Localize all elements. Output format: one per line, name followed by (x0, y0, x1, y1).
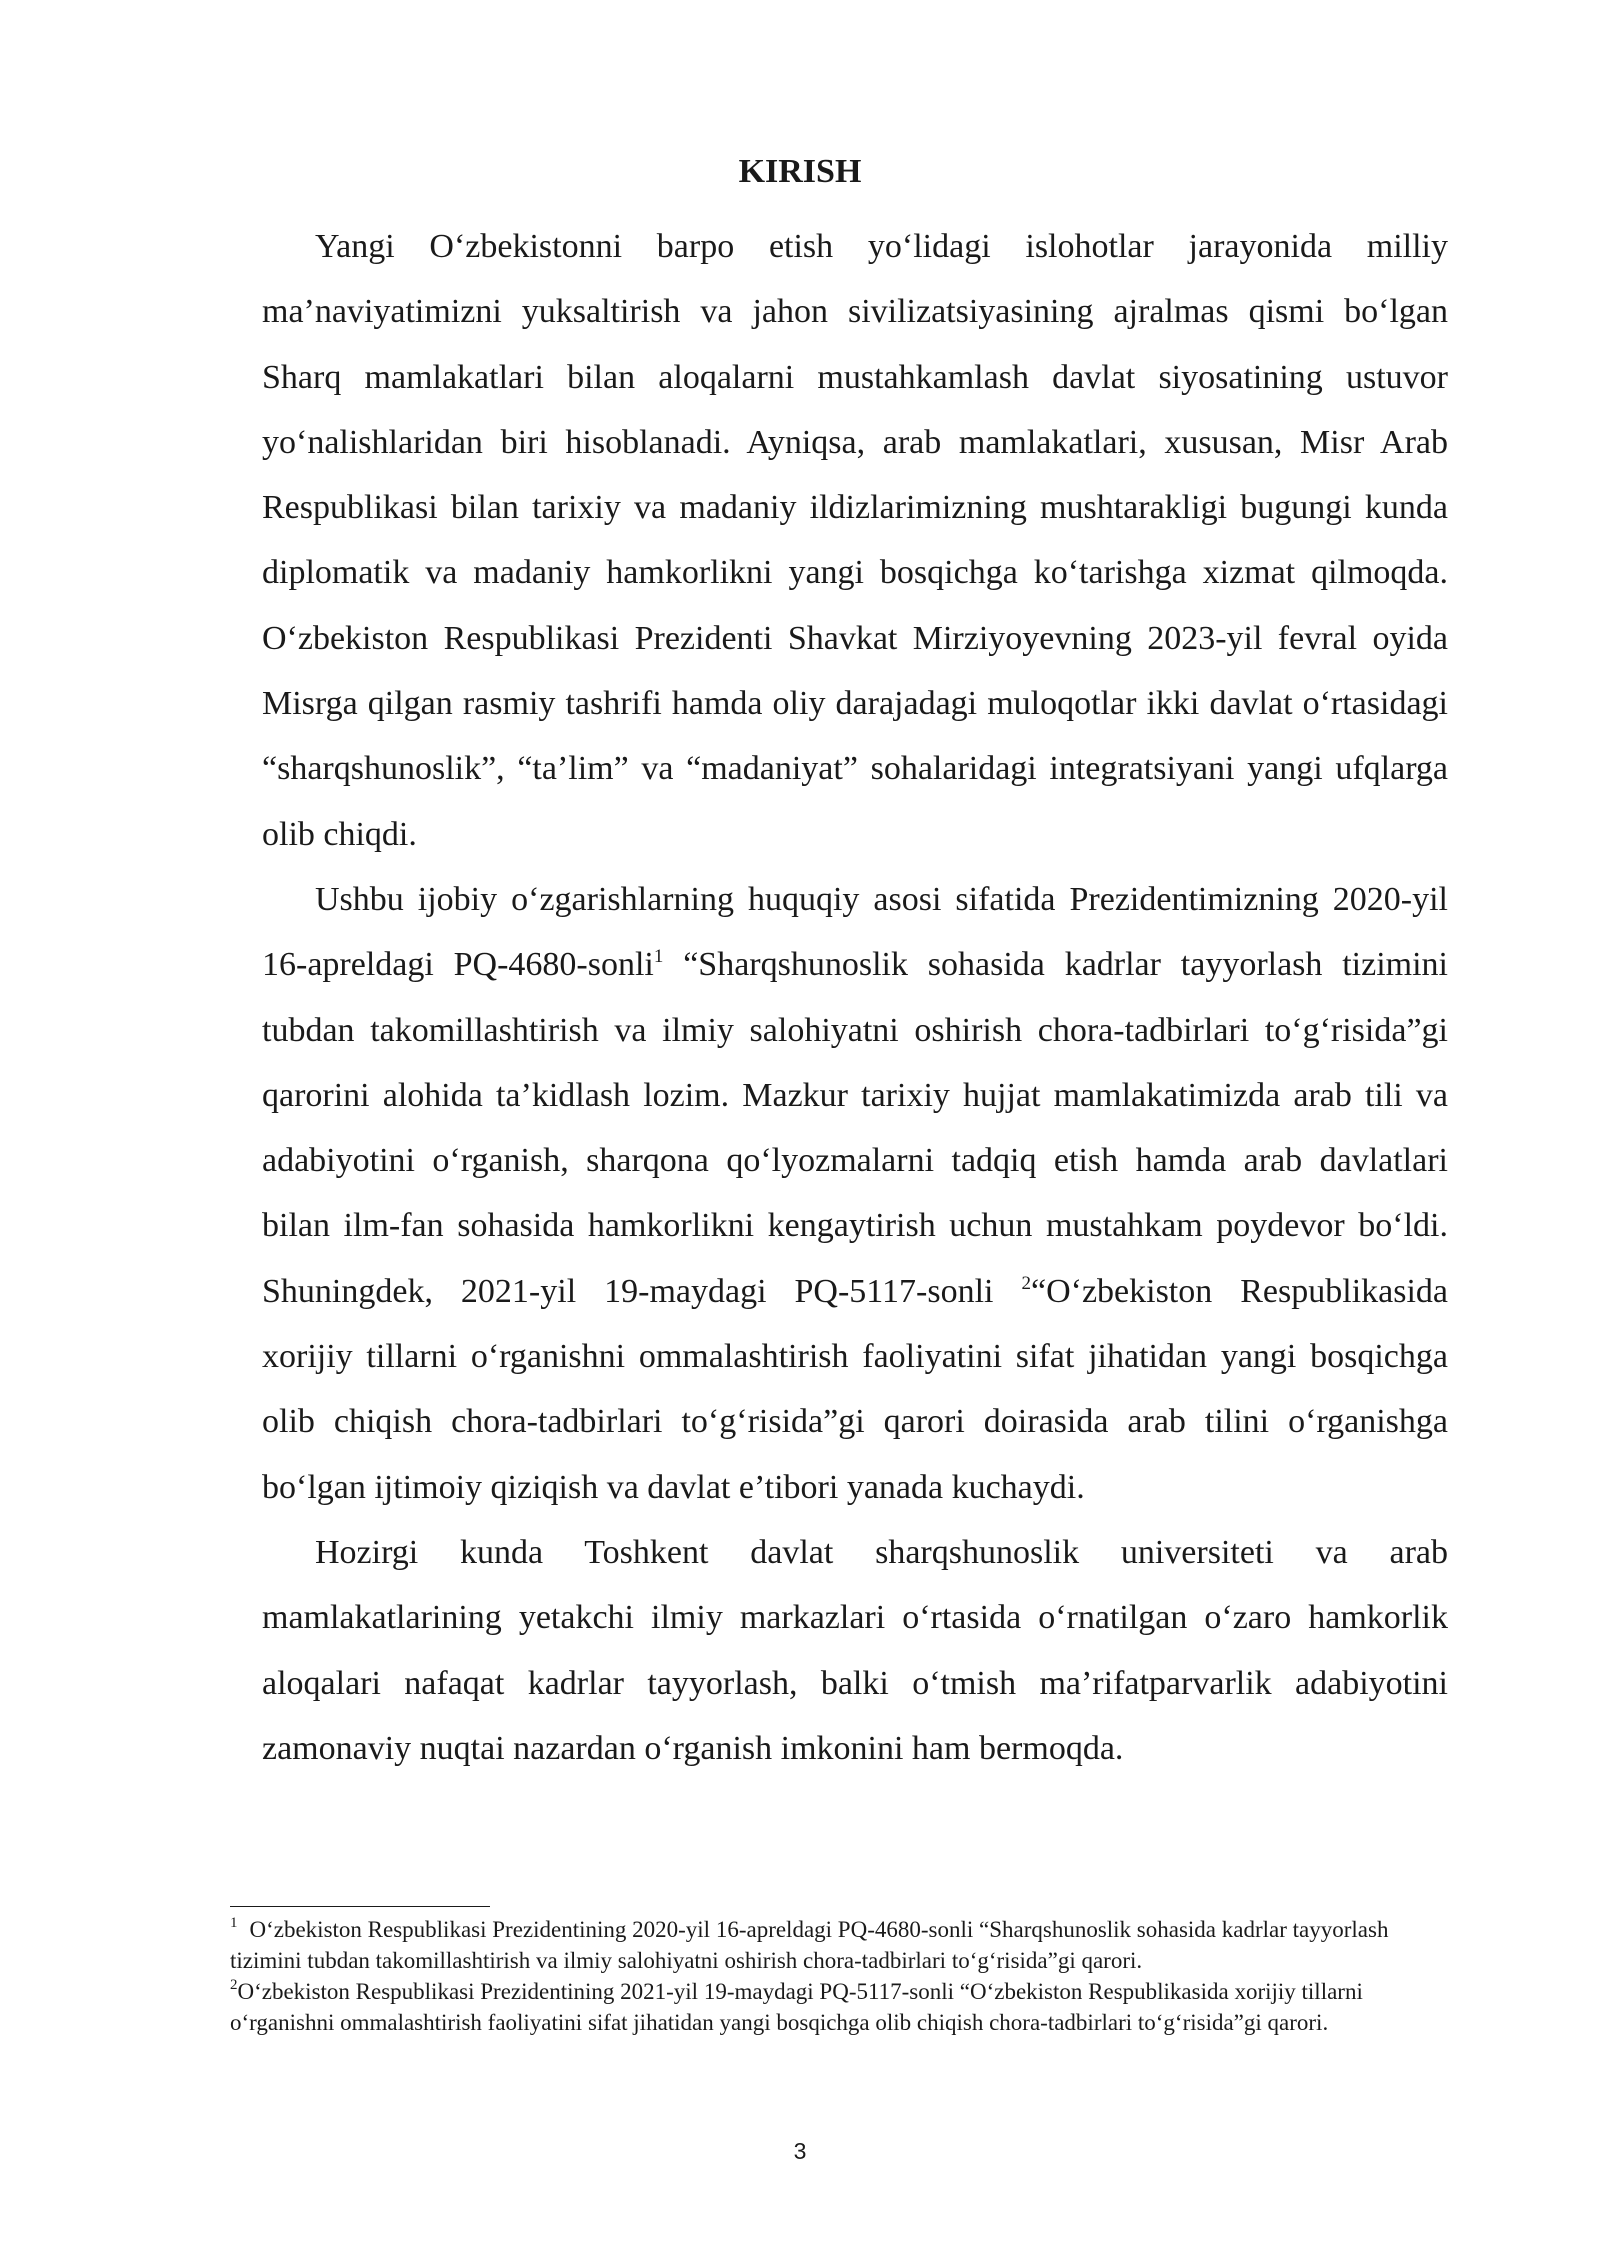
paragraph-2-part-3: “O‘zbekiston Respublikasida xorijiy tillarni o‘rganishni ommalashtirish faoliyatini sifat jihatidan yangi bosqichga olib chiqish chora-tadbirlari to‘g‘risida”gi qarori doirasida arab tilini o‘rganishga bo‘lgan ijtimoiy qiziqish va davlat e’tibori yanada kuchaydi. (262, 1272, 1448, 1506)
paragraph-2 (262, 867, 1448, 1520)
footnotes (230, 1914, 1448, 2038)
paragraph-2-part-1: Ushbu ijobiy o‘zgarishlarning huquqiy asosi sifatida Prezidentimizning 2020-yil 16-apreldagi PQ-4680-sonli (262, 880, 1448, 984)
body-text (262, 214, 1448, 1781)
section-title: KIRISH (738, 153, 862, 190)
page-number: 3 (793, 2138, 807, 2164)
footnote-ref-1[interactable]: 1 (653, 946, 664, 968)
footnote-1-text: O‘zbekiston Respublikasi Prezidentining 2020-yil 16-apreldagi PQ-4680-sonli “Sharqshunoslik sohasida kadrlar tayyorlash tizimini tubdan takomillashtirish va ilmiy salohiyatni oshirish chora-tadbirlari to‘g‘risida”gi qarori. (230, 1917, 1389, 1973)
footnote-1-number: 1 (230, 1915, 238, 1931)
footnote-2-number: 2 (230, 1977, 238, 1993)
footnote-separator (230, 1906, 490, 1907)
footnote-ref-2[interactable]: 2 (1021, 1272, 1031, 1294)
footnote-2-text: O‘zbekiston Respublikasi Prezidentining 2021-yil 19-maydagi PQ-5117-sonli “O‘zbekiston Respublikasida xorijiy tillarni o‘rganishni ommalashtirish faoliyatini sifat jihatidan yangi bosqichga olib chiqish chora-tadbirlari to‘g‘risida”gi qarori. (230, 1979, 1363, 2035)
paragraph-2-part-2: “Sharqshunoslik sohasida kadrlar tayyorlash tizimini tubdan takomillashtirish va ilmiy salohiyatni oshirish chora-tadbirlari to‘g‘risida”gi qarorini alohida ta’kidlash lozim. Mazkur tarixiy hujjat mamlakatimizda arab tili va adabiyotini o‘rganish, sharqona qo‘lyozmalarni tadqiq etish hamda arab davlatlari bilan ilm-fan sohasida hamkorlikni kengaytirish uchun mustahkam poydevor bo‘ldi. Shuningdek, 2021-yil 19-maydagi PQ-5117-sonli (262, 946, 1449, 1310)
footnote-1 (230, 1914, 1448, 1976)
paragraph-1: Yangi O‘zbekistonni barpo etish yo‘lidagi islohotlar jarayonida milliy ma’naviyatimizni yuksaltirish va jahon sivilizatsiyasining ajralmas qismi bo‘lgan Sharq mamlakatlari bilan aloqalarni mustahkamlash davlat siyosatining ustuvor yo‘nalishlaridan biri hisoblanadi. Ayniqsa, arab mamlakatlari, xususan, Misr Arab Respublikasi bilan tarixiy va madaniy ildizlarimizning mushtarakligi bugungi kunda diplomatik va madaniy hamkorlikni yangi bosqichga ko‘tarishga xizmat qilmoqda. O‘zbekiston Respublikasi Prezidenti Shavkat Mirziyoyevning 2023-yil fevral oyida Misrga qilgan rasmiy tashrifi hamda oliy darajadagi muloqotlar ikki davlat o‘rtasidagi “sharqshunoslik”, “ta’lim” va “madaniyat” sohalaridagi integratsiyani yangi ufqlarga olib chiqdi. (262, 228, 1448, 853)
footnote-2 (230, 1976, 1448, 2038)
paragraph-3: Hozirgi kunda Toshkent davlat sharqshunoslik universiteti va arab mamlakatlarining yetakchi ilmiy markazlari o‘rtasida o‘rnatilgan o‘zaro hamkorlik aloqalari nafaqat kadrlar tayyorlash, balki o‘tmish ma’rifatparvarlik adabiyotini zamonaviy nuqtai nazardan o‘rganish imkonini ham bermoqda. (262, 1533, 1448, 1767)
